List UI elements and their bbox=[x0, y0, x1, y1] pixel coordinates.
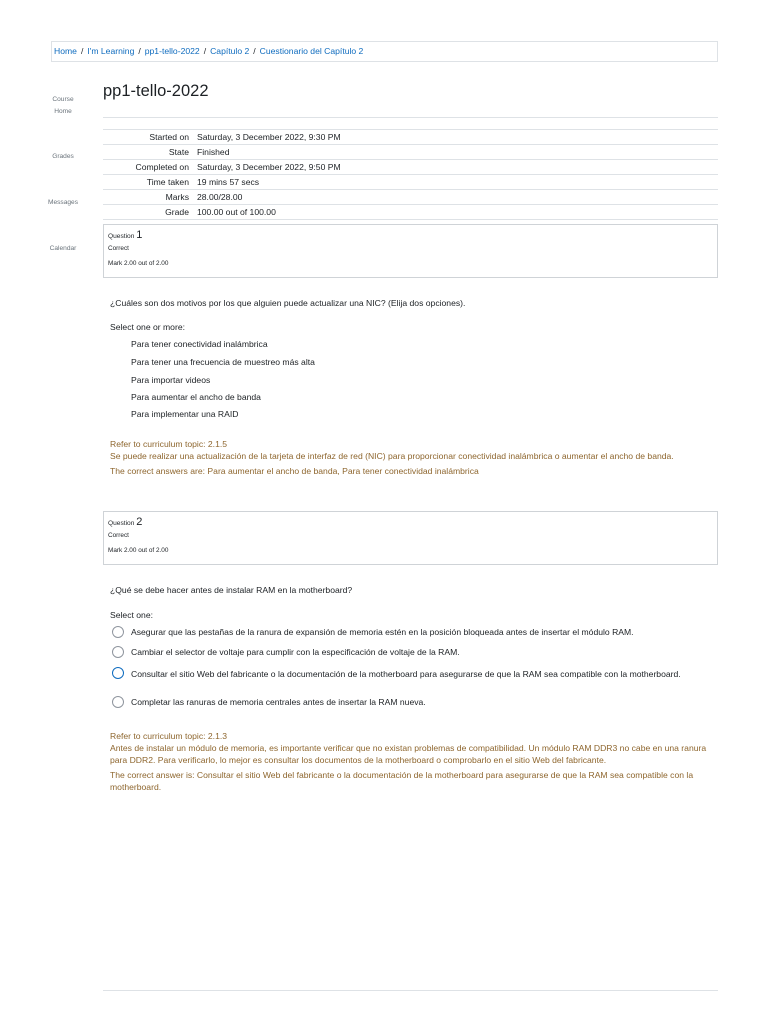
feedback-general: Se puede realizar una actualización de la tarjeta de interfaz de red (NIC) para proporcionar conectividad inalámbrica o aumentar el ancho de banda. bbox=[110, 451, 674, 461]
summary-value: 28.00/28.00 bbox=[197, 192, 243, 202]
breadcrumb-separator: / bbox=[80, 46, 84, 56]
question-number bbox=[108, 229, 717, 241]
answer-option[interactable]: Para importar videos bbox=[131, 375, 211, 385]
question-1-prompt: Select one or more: bbox=[110, 322, 185, 332]
attempt-summary-table bbox=[103, 129, 718, 220]
question-mark: Mark 2.00 out of 2.00 bbox=[108, 547, 169, 554]
sidenav-course-home[interactable] bbox=[40, 94, 86, 118]
sidenav-home-label: Home bbox=[54, 108, 72, 115]
answer-option[interactable]: Consultar el sitio Web del fabricante o la documentación de la motherboard para asegurarse de que la RAM sea compatible con la motherboard. bbox=[131, 669, 681, 679]
breadcrumb-course[interactable]: pp1-tello-2022 bbox=[144, 46, 200, 56]
sidenav-grades[interactable]: Grades bbox=[52, 153, 74, 160]
question-state: Correct bbox=[108, 245, 129, 252]
summary-value: 19 mins 57 secs bbox=[197, 177, 260, 187]
summary-row bbox=[103, 190, 718, 205]
answer-radio[interactable] bbox=[112, 646, 124, 658]
answer-option[interactable]: Para implementar una RAID bbox=[131, 409, 239, 419]
footer-divider bbox=[103, 990, 718, 991]
answer-option[interactable]: Completar las ranuras de memoria centrales antes de insertar la RAM nueva. bbox=[131, 697, 426, 707]
feedback-topic: Refer to curriculum topic: 2.1.5 bbox=[110, 439, 228, 449]
question-2-feedback bbox=[110, 730, 715, 793]
question-state: Correct bbox=[108, 532, 129, 539]
summary-value: Saturday, 3 December 2022, 9:50 PM bbox=[197, 162, 341, 172]
question-mark: Mark 2.00 out of 2.00 bbox=[108, 260, 169, 267]
question-2-text: ¿Qué se debe hacer antes de instalar RAM en la motherboard? bbox=[110, 585, 353, 595]
breadcrumb-home[interactable]: Home bbox=[54, 46, 77, 56]
question-2-prompt: Select one: bbox=[110, 610, 153, 620]
title-divider bbox=[103, 117, 718, 118]
summary-value: Finished bbox=[197, 147, 230, 157]
feedback-right-answer: The correct answer is: Consultar el sitio Web del fabricante o la documentación de la motherboard para asegurarse de que la RAM sea compatible con la motherboard. bbox=[110, 770, 694, 792]
answer-option[interactable]: Para tener una frecuencia de muestreo más alta bbox=[131, 357, 315, 367]
question-2-info bbox=[103, 511, 718, 565]
answer-option[interactable]: Asegurar que las pestañas de la ranura de expansión de memoria estén en la posición bloqueada antes de insertar el módulo RAM. bbox=[131, 627, 634, 637]
summary-value: 100.00 out of 100.00 bbox=[197, 207, 276, 217]
feedback-general: Antes de instalar un módulo de memoria, es importante verificar que no existan problemas de compatibilidad. Un módulo RAM DDR3 no cabe en una ranura para DDR2. Para verificarlo, lo mejor es consultar los documentos de la motherboard o comprobarlo en el sitio Web del fabricante. bbox=[110, 743, 707, 765]
breadcrumb-separator: / bbox=[138, 46, 141, 56]
question-number-value: 2 bbox=[136, 516, 143, 528]
question-1-text: ¿Cuáles son dos motivos por los que alguien puede actualizar una NIC? (Elija dos opciones). bbox=[110, 298, 466, 308]
summary-label: Completed on bbox=[135, 162, 189, 172]
summary-row bbox=[103, 145, 718, 160]
question-1-info bbox=[103, 224, 718, 278]
question-number bbox=[108, 516, 717, 528]
sidenav-messages[interactable]: Messages bbox=[47, 199, 79, 206]
summary-value: Saturday, 3 December 2022, 9:30 PM bbox=[197, 132, 341, 142]
summary-row bbox=[103, 130, 718, 145]
answer-option[interactable]: Para aumentar el ancho de banda bbox=[131, 392, 261, 402]
question-label: Question bbox=[108, 233, 135, 240]
summary-row bbox=[103, 160, 718, 175]
summary-label: State bbox=[168, 147, 189, 157]
summary-label: Time taken bbox=[146, 177, 189, 187]
page-title: pp1-tello-2022 bbox=[103, 82, 209, 100]
feedback-topic: Refer to curriculum topic: 2.1.3 bbox=[110, 731, 228, 741]
summary-row bbox=[103, 205, 718, 220]
breadcrumb-separator: / bbox=[253, 46, 256, 56]
summary-label: Marks bbox=[165, 192, 189, 202]
summary-label: Started on bbox=[149, 132, 189, 142]
summary-label: Grade bbox=[165, 207, 189, 217]
breadcrumb-quiz[interactable]: Cuestionario del Capítulo 2 bbox=[259, 46, 364, 56]
question-1-feedback bbox=[110, 438, 715, 477]
sidenav-course-label: Course bbox=[52, 96, 74, 103]
feedback-right-answer: The correct answers are: Para aumentar el ancho de banda, Para tener conectividad inalámbrica bbox=[110, 466, 479, 476]
answer-radio-selected[interactable] bbox=[112, 667, 124, 679]
question-number-value: 1 bbox=[136, 229, 143, 241]
answer-option[interactable]: Para tener conectividad inalámbrica bbox=[131, 339, 268, 349]
breadcrumb bbox=[51, 41, 718, 62]
summary-row bbox=[103, 175, 718, 190]
breadcrumb-chapter[interactable]: Capítulo 2 bbox=[210, 46, 250, 56]
answer-radio[interactable] bbox=[112, 696, 124, 708]
sidenav-calendar[interactable]: Calendar bbox=[49, 245, 77, 252]
breadcrumb-im-learning[interactable]: I'm Learning bbox=[87, 46, 135, 56]
question-label: Question bbox=[108, 520, 135, 527]
answer-option[interactable]: Cambiar el selector de voltaje para cumplir con la especificación de voltaje de la RAM. bbox=[131, 647, 460, 657]
answer-radio[interactable] bbox=[112, 626, 124, 638]
breadcrumb-separator: / bbox=[203, 46, 207, 56]
